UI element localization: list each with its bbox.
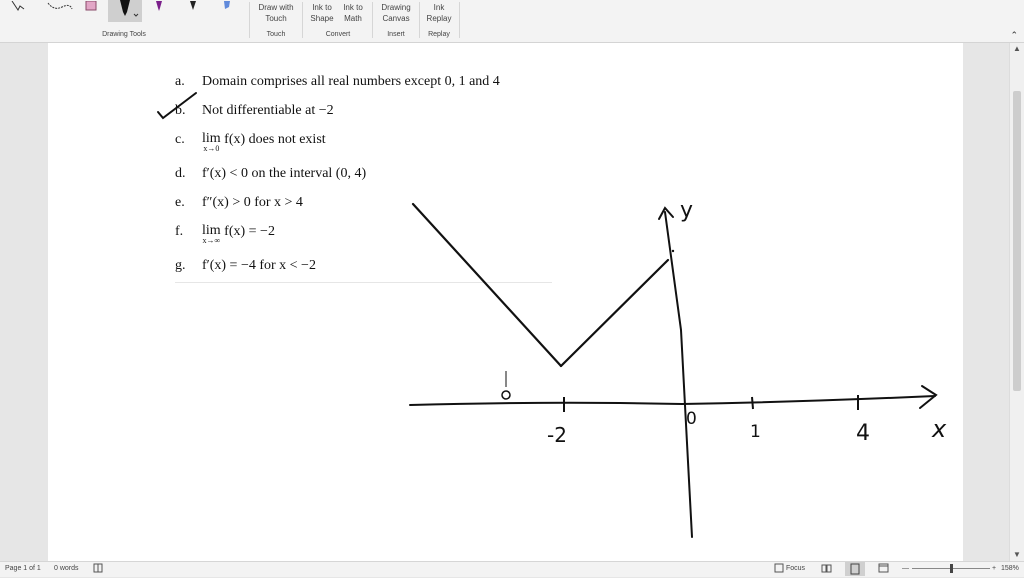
collapse-ribbon-icon[interactable]: ⌃ (1010, 30, 1018, 40)
drawing-canvas-label-2: Canvas (382, 14, 410, 23)
limit-word: lim (202, 131, 221, 146)
ink-replay-label-2: Replay (426, 14, 452, 23)
list-item-text: Not differentiable at −2 (202, 103, 334, 118)
list-item-label: g. (175, 258, 186, 273)
limit-word: lim (202, 223, 221, 238)
list-item-label: f. (175, 224, 184, 239)
list-item-text: f(x) does not exist (224, 132, 326, 147)
tick-mark (752, 397, 753, 409)
graph-right-branch (561, 260, 668, 366)
print-layout-icon[interactable] (845, 562, 865, 576)
list-item-label: e. (175, 195, 185, 210)
zoom-slider-thumb[interactable] (950, 564, 953, 573)
tick-label-1: 1 (750, 422, 761, 442)
limit-subscript: x→∞ (202, 236, 221, 245)
focus-icon[interactable] (774, 563, 784, 575)
scroll-thumb[interactable] (1013, 91, 1021, 391)
page-count[interactable]: Page 1 of 1 (5, 565, 41, 572)
list-item-text: Domain comprises all real numbers except 0, 1 and 4 (202, 74, 500, 89)
y-axis-label: y (680, 198, 694, 223)
scroll-up-icon[interactable]: ▲ (1013, 44, 1021, 53)
group-label-replay: Replay (428, 31, 450, 38)
ink-to-shape-label-2: Shape (310, 14, 334, 23)
list-item-label: c. (175, 132, 185, 147)
group-label-touch: Touch (266, 31, 286, 38)
read-mode-icon[interactable] (821, 563, 832, 575)
graph-left-branch (413, 204, 561, 366)
checkmark-ink (158, 93, 196, 118)
ink-replay-label-1: Ink (433, 3, 445, 12)
zoom-in-icon[interactable]: + (992, 565, 997, 572)
ink-dot (672, 250, 674, 252)
draw-with-touch-label-1: Draw with (258, 3, 294, 12)
tick-label-4: 4 (856, 421, 870, 446)
list-item-label: d. (175, 166, 186, 181)
zoom-level[interactable]: 158% (1001, 565, 1019, 572)
web-layout-icon[interactable] (878, 563, 889, 575)
status-bar (0, 561, 1024, 577)
list-item-label: b. (175, 103, 186, 118)
x-axis-label: x (932, 415, 947, 443)
zoom-out-icon[interactable]: — (902, 565, 909, 572)
vertical-scrollbar[interactable] (1009, 43, 1024, 561)
group-label-drawing-tools: Drawing Tools (102, 31, 146, 38)
list-item-text: f(x) = −2 (224, 224, 275, 239)
scroll-down-icon[interactable]: ▼ (1013, 550, 1021, 559)
proofing-icon[interactable] (93, 563, 103, 575)
ink-to-math-label-2: Math (344, 14, 362, 23)
focus-button[interactable]: Focus (786, 565, 806, 572)
x-axis (410, 396, 935, 405)
list-item-text: f″(x) > 0 for x > 4 (202, 195, 303, 210)
y-axis (665, 212, 692, 537)
open-circle-point (502, 391, 510, 399)
group-label-convert: Convert (325, 31, 351, 38)
ink-to-math-label-1: Ink to (343, 3, 363, 12)
ink-to-shape-label-1: Ink to (312, 3, 332, 12)
draw-with-touch-label-2: Touch (265, 14, 287, 23)
group-label-insert: Insert (387, 31, 405, 38)
list-item-label: a. (175, 74, 185, 89)
drawing-canvas-label-1: Drawing (381, 3, 411, 12)
limit-subscript: x→0 (203, 144, 220, 153)
tick-label-0: 0 (686, 409, 697, 429)
word-count[interactable]: 0 words (54, 565, 79, 572)
list-item-text: f′(x) = −4 for x < −2 (202, 258, 316, 273)
tick-label-neg2: -2 (547, 423, 567, 447)
list-item-text: f′(x) < 0 on the interval (0, 4) (202, 166, 367, 181)
